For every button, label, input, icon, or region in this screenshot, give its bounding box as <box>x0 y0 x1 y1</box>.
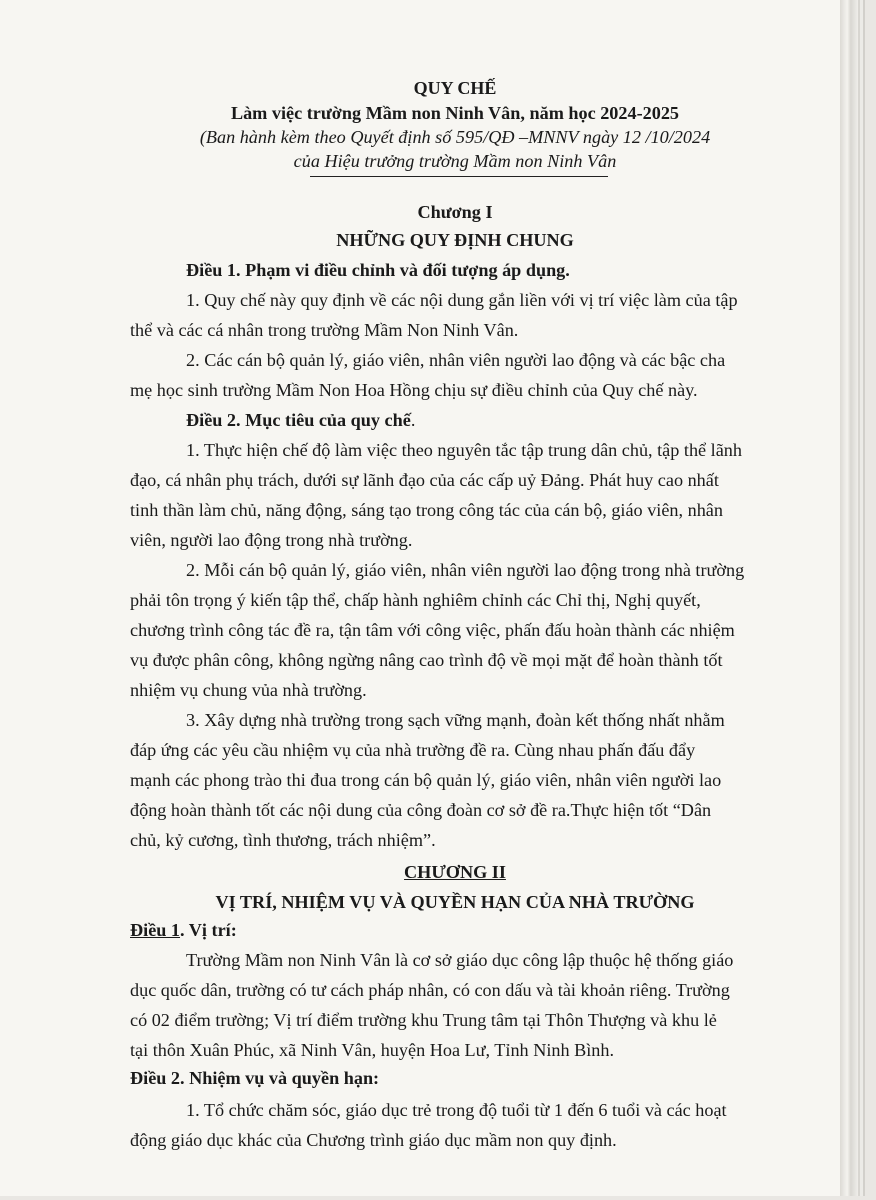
header-underline <box>310 176 608 177</box>
heading-suffix: . <box>410 410 416 430</box>
document-title: QUY CHẾ <box>413 78 497 98</box>
paragraph-line: tại thôn Xuân Phúc, xã Ninh Vân, huyện Hoa Lư, Tỉnh Ninh Bình. <box>130 1040 615 1060</box>
heading-rest: . Vị trí: <box>180 920 237 940</box>
document-subtitle: Làm việc trường Mầm non Ninh Vân, năm học 2024-2025 <box>230 103 680 123</box>
paragraph-line: đáp ứng các yêu cầu nhiệm vụ của nhà trường đề ra. Cùng nhau phấn đấu đẩy <box>130 740 696 760</box>
paragraph-line: 1. Thực hiện chế độ làm việc theo nguyên tắc tập trung dân chủ, tập thể lãnh <box>186 440 742 460</box>
decision-reference-line2: của Hiệu trưởng trường Mầm non Ninh Vân <box>293 151 617 171</box>
chapter2-label: CHƯƠNG II <box>404 862 506 882</box>
paragraph-line: thể và các cá nhân trong trường Mầm Non Ninh Vân. <box>130 320 519 340</box>
paragraph-line: có 02 điểm trường; Vị trí điểm trường khu Trung tâm tại Thôn Thượng và khu lẻ <box>130 1010 717 1030</box>
chapter1-label: Chương I <box>417 202 493 222</box>
paragraph-line: 2. Mỗi cán bộ quản lý, giáo viên, nhân viên người lao động trong nhà trường <box>186 560 745 580</box>
heading-text: Điều 2. Mục tiêu của quy chế <box>186 410 411 430</box>
paragraph-line: dục quốc dân, trường có tư cách pháp nhân, có con dấu và tài khoản riêng. Trường <box>130 980 730 1000</box>
chapter1-article1-heading: Điều 1. Phạm vi điều chỉnh và đối tượng áp dụng. <box>186 260 570 280</box>
chapter2-name: VỊ TRÍ, NHIỆM VỤ VÀ QUYỀN HẠN CỦA NHÀ TRƯỜNG <box>215 892 695 912</box>
paragraph-line: động giáo dục khác của Chương trình giáo dục mầm non quy định. <box>130 1130 617 1150</box>
paragraph-line: mẹ học sinh trường Mầm Non Hoa Hồng chịu sự điều chỉnh của Quy chế này. <box>130 380 698 400</box>
paragraph-line: 1. Quy chế này quy định về các nội dung gắn liền với vị trí việc làm của tập <box>186 290 738 310</box>
paragraph-line: 2. Các cán bộ quản lý, giáo viên, nhân viên người lao động và các bậc cha <box>186 350 726 370</box>
paragraph-line: tinh thần làm chủ, năng động, sáng tạo trong công tác của cán bộ, giáo viên, nhân <box>130 500 723 520</box>
chapter1-name: NHỮNG QUY ĐỊNH CHUNG <box>336 230 574 250</box>
paragraph-line: 1. Tổ chức chăm sóc, giáo dục trẻ trong độ tuổi từ 1 đến 6 tuổi và các hoạt <box>186 1100 727 1120</box>
paragraph-line: mạnh các phong trào thi đua trong cán bộ quản lý, giáo viên, nhân viên người lao <box>130 770 722 790</box>
paragraph-line: vụ được phân công, không ngừng nâng cao trình độ về mọi mặt để hoàn thành tốt <box>130 650 723 670</box>
paragraph-line: 3. Xây dựng nhà trường trong sạch vững mạnh, đoàn kết thống nhất nhằm <box>186 710 725 730</box>
paragraph-line: đạo, cá nhân phụ trách, dưới sự lãnh đạo của các cấp uỷ Đảng. Phát huy cao nhất <box>130 470 719 490</box>
heading-underlined: Điều 1 <box>130 920 181 940</box>
paragraph-line: phải tôn trọng ý kiến tập thể, chấp hành nghiêm chỉnh các Chỉ thị, Nghị quyết, <box>130 590 701 610</box>
paragraph-line: chương trình công tác đề ra, tận tâm với công việc, phấn đấu hoàn thành các nhiệm <box>130 620 735 640</box>
page-edge-shadow <box>840 0 858 1196</box>
paragraph-line: chủ, kỷ cương, tình thương, trách nhiệm”. <box>130 830 436 850</box>
paragraph-line: Trường Mầm non Ninh Vân là cơ sở giáo dục công lập thuộc hệ thống giáo <box>186 950 734 970</box>
chapter2-article2-heading: Điều 2. Nhiệm vụ và quyền hạn: <box>130 1068 380 1088</box>
chapter2-article1-heading <box>130 920 237 941</box>
decision-reference-line1: (Ban hành kèm theo Quyết định số 595/QĐ –MNNV ngày 12 /10/2024 <box>199 127 711 147</box>
paragraph-line: viên, người lao động trong nhà trường. <box>130 530 413 550</box>
paragraph-line: nhiệm vụ chung vủa nhà trường. <box>130 680 367 700</box>
paragraph-line: động hoàn thành tốt các nội dung của công đoàn cơ sở đề ra.Thực hiện tốt “Dân <box>130 800 712 820</box>
chapter1-article2-heading <box>186 410 415 431</box>
